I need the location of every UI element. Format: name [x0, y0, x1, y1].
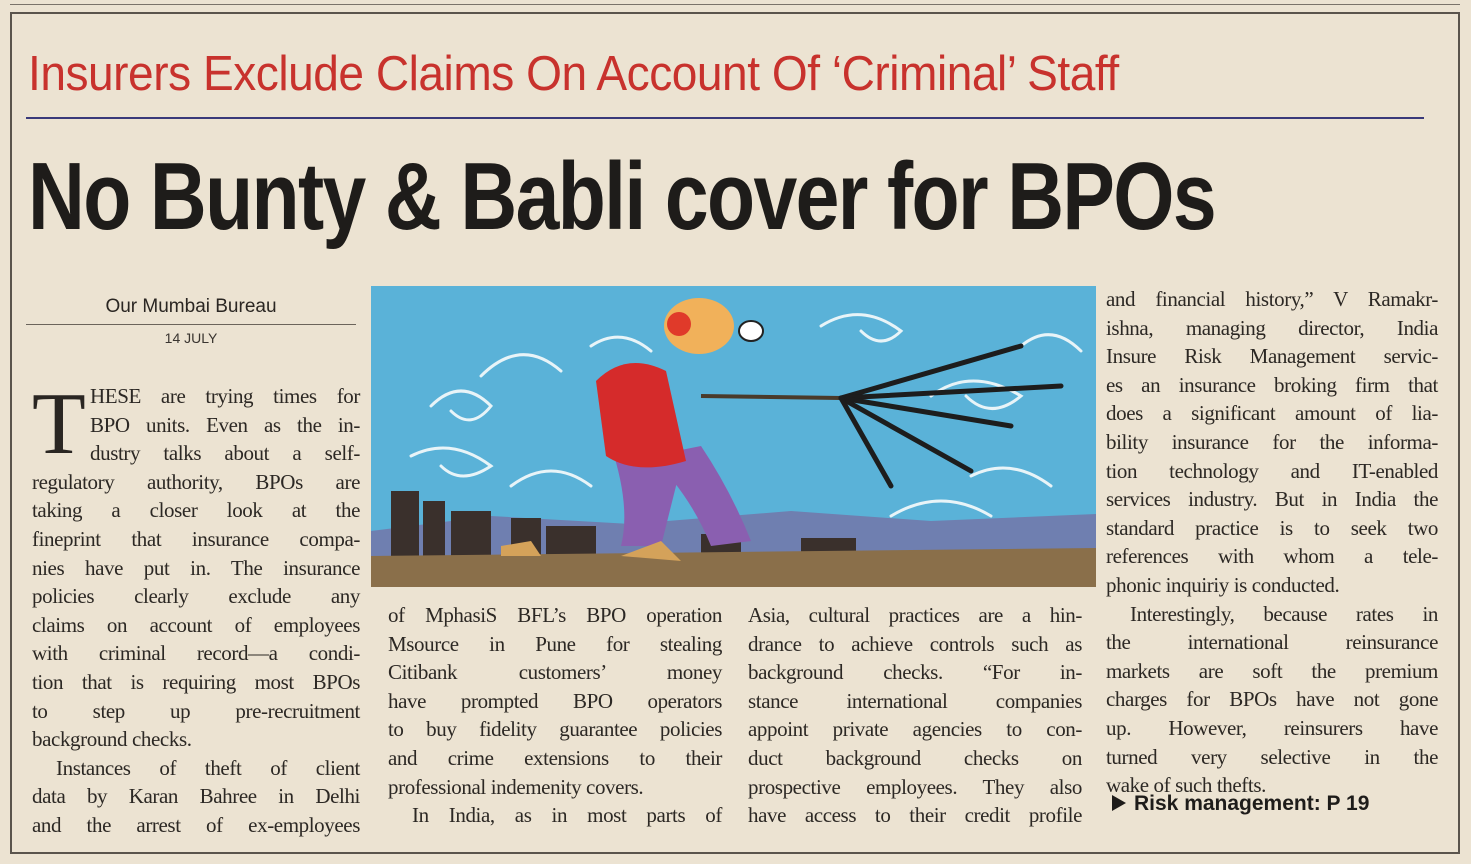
text-line: up. However, reinsurers have [1106, 715, 1438, 740]
text-line: and crime extensions to their [388, 745, 722, 770]
drop-cap: T [32, 376, 86, 473]
text-line: Instances of theft of client [56, 755, 360, 780]
text-line: charges for BPOs have not gone [1106, 687, 1438, 712]
text-line: services industry. But in India the [1106, 487, 1438, 512]
byline-rule [26, 324, 356, 325]
kicker-headline: Insurers Exclude Claims On Account Of ‘Criminal’ Staff [28, 47, 1119, 101]
text-line: background checks. [32, 727, 192, 752]
top-rule [10, 4, 1460, 5]
text-line: dustry talks about a self- [90, 441, 360, 466]
text-line: drance to achieve controls such as [748, 631, 1082, 656]
text-line: BPO units. Even as the in- [90, 412, 360, 437]
text-line: policies clearly exclude any [32, 584, 360, 609]
text-line: have prompted BPO operators [388, 688, 722, 713]
text-line: In India, as in most parts of [412, 803, 722, 828]
text-line: Insure Risk Management servic- [1106, 344, 1438, 369]
text-line: with criminal record—a condi- [32, 641, 360, 666]
text-line: bility insurance for the informa- [1106, 429, 1438, 454]
text-line: prospective employees. They also [748, 774, 1082, 799]
text-line: standard practice is to seek two [1106, 515, 1438, 540]
text-line: turned very selective in the [1106, 744, 1438, 769]
main-headline: No Bunty & Babli cover for BPOs [28, 143, 1216, 250]
text-line: nies have put in. The insurance [32, 555, 360, 580]
text-line: markets are soft the premium [1106, 658, 1438, 683]
text-line: and the arrest of ex-employees [32, 812, 360, 837]
text-line: es an insurance broking firm that [1106, 372, 1438, 397]
column-4 [1106, 285, 1438, 800]
text-line: appoint private agencies to con- [748, 717, 1082, 742]
text-line: stance international companies [748, 688, 1082, 713]
cartoon-illustration [371, 286, 1096, 587]
text-line: tion technology and IT-enabled [1106, 458, 1438, 483]
text-line: professional indemenity covers. [388, 774, 644, 799]
triangle-arrow-icon [1112, 795, 1126, 811]
text-line: to step up pre-recruitment [32, 698, 360, 723]
text-line: Citibank customers’ money [388, 660, 722, 685]
column-2 [388, 601, 722, 830]
text-line: data by Karan Bahree in Delhi [32, 784, 360, 809]
text-line: references with whom a tele- [1106, 544, 1438, 569]
text-line: tion that is requiring most BPOs [32, 669, 360, 694]
column-3 [748, 601, 1082, 830]
text-line: fineprint that insurance compa- [32, 526, 360, 551]
text-line: regulatory authority, BPOs are [32, 469, 360, 494]
text-line: Interestingly, because rates in [1130, 601, 1438, 626]
text-line: ishna, managing director, India [1106, 315, 1438, 340]
dateline: 14 JULY [164, 330, 218, 346]
text-line: background checks. “For in- [748, 660, 1082, 685]
text-line: have access to their credit profile [748, 803, 1082, 828]
text-line: Msource in Pune for stealing [388, 631, 722, 656]
kicker-rule [26, 117, 1424, 119]
text-line: the international reinsurance [1106, 630, 1438, 655]
reference-label: Risk management: P 19 [1134, 792, 1370, 815]
text-line: to buy fidelity guarantee policies [388, 717, 722, 742]
byline: Our Mumbai Bureau [105, 296, 277, 317]
text-line: HESE are trying times for [90, 384, 360, 408]
editorial-cartoon [371, 286, 1096, 587]
text-line: of MphasiS BFL’s BPO operation [388, 603, 722, 627]
text-line: Asia, cultural practices are a hin- [748, 603, 1082, 627]
text-line: does a significant amount of lia- [1106, 401, 1438, 426]
text-line: phonic inquiriy is conducted. [1106, 572, 1340, 597]
text-line: duct background checks on [748, 745, 1082, 770]
text-line: claims on account of employees [32, 612, 360, 637]
text-line: and financial history,” V Ramakr- [1106, 287, 1438, 311]
text-line: taking a closer look at the [32, 498, 360, 523]
column-1 [32, 376, 360, 840]
continued-reference[interactable] [1112, 792, 1432, 822]
text-line: wake of such thefts. [1106, 773, 1266, 798]
